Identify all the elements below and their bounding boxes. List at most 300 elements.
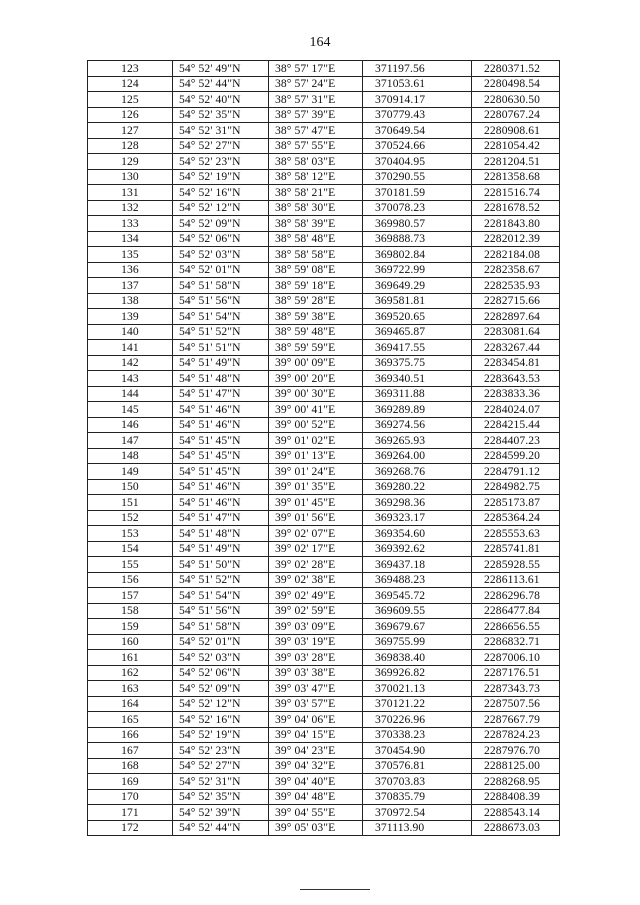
x-coordinate-cell: 370972.54 xyxy=(363,805,472,821)
table-row xyxy=(88,138,560,154)
latitude-cell: 54° 52' 40"N xyxy=(173,92,269,108)
x-coordinate-cell: 369265.93 xyxy=(363,433,472,449)
table-row xyxy=(88,634,560,650)
point-number-cell: 140 xyxy=(88,324,173,340)
table-row xyxy=(88,712,560,728)
latitude-cell: 54° 52' 12"N xyxy=(173,696,269,712)
latitude-cell: 54° 52' 27"N xyxy=(173,138,269,154)
point-number-cell: 143 xyxy=(88,371,173,387)
x-coordinate-cell: 369323.17 xyxy=(363,510,472,526)
y-coordinate-cell: 2284982.75 xyxy=(472,479,560,495)
x-coordinate-cell: 369274.56 xyxy=(363,417,472,433)
latitude-cell: 54° 52' 19"N xyxy=(173,727,269,743)
y-coordinate-cell: 2282012.39 xyxy=(472,231,560,247)
point-number-cell: 138 xyxy=(88,293,173,309)
point-number-cell: 123 xyxy=(88,61,173,77)
y-coordinate-cell: 2284791.12 xyxy=(472,464,560,480)
longitude-cell: 38° 58' 58"E xyxy=(269,247,363,263)
longitude-cell: 39° 04' 23"E xyxy=(269,743,363,759)
longitude-cell: 39° 01' 02"E xyxy=(269,433,363,449)
y-coordinate-cell: 2285364.24 xyxy=(472,510,560,526)
table-row xyxy=(88,588,560,604)
point-number-cell: 134 xyxy=(88,231,173,247)
latitude-cell: 54° 52' 01"N xyxy=(173,262,269,278)
latitude-cell: 54° 52' 49"N xyxy=(173,61,269,77)
table-row xyxy=(88,665,560,681)
latitude-cell: 54° 52' 35"N xyxy=(173,789,269,805)
x-coordinate-cell: 369980.57 xyxy=(363,216,472,232)
table-row xyxy=(88,61,560,77)
longitude-cell: 38° 59' 18"E xyxy=(269,278,363,294)
x-coordinate-cell: 370703.83 xyxy=(363,774,472,790)
latitude-cell: 54° 51' 45"N xyxy=(173,448,269,464)
y-coordinate-cell: 2288268.95 xyxy=(472,774,560,790)
table-row xyxy=(88,681,560,697)
longitude-cell: 38° 57' 24"E xyxy=(269,76,363,92)
point-number-cell: 170 xyxy=(88,789,173,805)
longitude-cell: 38° 58' 21"E xyxy=(269,185,363,201)
y-coordinate-cell: 2284407.23 xyxy=(472,433,560,449)
x-coordinate-cell: 370121.22 xyxy=(363,696,472,712)
table-row xyxy=(88,324,560,340)
longitude-cell: 38° 57' 47"E xyxy=(269,123,363,139)
y-coordinate-cell: 2283454.81 xyxy=(472,355,560,371)
point-number-cell: 169 xyxy=(88,774,173,790)
longitude-cell: 39° 01' 45"E xyxy=(269,495,363,511)
table-row xyxy=(88,526,560,542)
longitude-cell: 39° 02' 28"E xyxy=(269,557,363,573)
table-row xyxy=(88,123,560,139)
x-coordinate-cell: 370454.90 xyxy=(363,743,472,759)
longitude-cell: 39° 02' 38"E xyxy=(269,572,363,588)
y-coordinate-cell: 2285553.63 xyxy=(472,526,560,542)
x-coordinate-cell: 370226.96 xyxy=(363,712,472,728)
latitude-cell: 54° 51' 56"N xyxy=(173,293,269,309)
y-coordinate-cell: 2287824.23 xyxy=(472,727,560,743)
x-coordinate-cell: 371197.56 xyxy=(363,61,472,77)
coordinates-table-body xyxy=(88,61,560,836)
point-number-cell: 158 xyxy=(88,603,173,619)
latitude-cell: 54° 51' 48"N xyxy=(173,526,269,542)
table-row xyxy=(88,650,560,666)
x-coordinate-cell: 371113.90 xyxy=(363,820,472,836)
x-coordinate-cell: 369268.76 xyxy=(363,464,472,480)
point-number-cell: 164 xyxy=(88,696,173,712)
table-row xyxy=(88,774,560,790)
latitude-cell: 54° 52' 09"N xyxy=(173,681,269,697)
x-coordinate-cell: 369417.55 xyxy=(363,340,472,356)
latitude-cell: 54° 51' 47"N xyxy=(173,386,269,402)
x-coordinate-cell: 369298.36 xyxy=(363,495,472,511)
latitude-cell: 54° 52' 06"N xyxy=(173,665,269,681)
point-number-cell: 147 xyxy=(88,433,173,449)
longitude-cell: 38° 59' 48"E xyxy=(269,324,363,340)
page-number: 164 xyxy=(309,35,331,50)
x-coordinate-cell: 370021.13 xyxy=(363,681,472,697)
point-number-cell: 159 xyxy=(88,619,173,635)
latitude-cell: 54° 51' 49"N xyxy=(173,355,269,371)
y-coordinate-cell: 2282897.64 xyxy=(472,309,560,325)
y-coordinate-cell: 2283081.64 xyxy=(472,324,560,340)
point-number-cell: 163 xyxy=(88,681,173,697)
latitude-cell: 54° 51' 51"N xyxy=(173,340,269,356)
x-coordinate-cell: 370524.66 xyxy=(363,138,472,154)
table-row xyxy=(88,293,560,309)
y-coordinate-cell: 2285928.55 xyxy=(472,557,560,573)
point-number-cell: 142 xyxy=(88,355,173,371)
point-number-cell: 150 xyxy=(88,479,173,495)
footer-divider xyxy=(300,889,370,890)
longitude-cell: 38° 58' 12"E xyxy=(269,169,363,185)
table-row xyxy=(88,216,560,232)
y-coordinate-cell: 2280908.61 xyxy=(472,123,560,139)
longitude-cell: 39° 01' 13"E xyxy=(269,448,363,464)
longitude-cell: 38° 57' 17"E xyxy=(269,61,363,77)
point-number-cell: 160 xyxy=(88,634,173,650)
x-coordinate-cell: 371053.61 xyxy=(363,76,472,92)
point-number-cell: 162 xyxy=(88,665,173,681)
x-coordinate-cell: 369838.40 xyxy=(363,650,472,666)
y-coordinate-cell: 2281358.68 xyxy=(472,169,560,185)
x-coordinate-cell: 370835.79 xyxy=(363,789,472,805)
latitude-cell: 54° 52' 03"N xyxy=(173,650,269,666)
x-coordinate-cell: 369354.60 xyxy=(363,526,472,542)
longitude-cell: 39° 02' 17"E xyxy=(269,541,363,557)
point-number-cell: 135 xyxy=(88,247,173,263)
longitude-cell: 39° 04' 55"E xyxy=(269,805,363,821)
table-row xyxy=(88,696,560,712)
x-coordinate-cell: 369289.89 xyxy=(363,402,472,418)
longitude-cell: 38° 58' 39"E xyxy=(269,216,363,232)
point-number-cell: 145 xyxy=(88,402,173,418)
longitude-cell: 38° 58' 48"E xyxy=(269,231,363,247)
table-row xyxy=(88,557,560,573)
point-number-cell: 136 xyxy=(88,262,173,278)
longitude-cell: 38° 58' 30"E xyxy=(269,200,363,216)
longitude-cell: 38° 59' 59"E xyxy=(269,340,363,356)
point-number-cell: 153 xyxy=(88,526,173,542)
table-row xyxy=(88,464,560,480)
table-row xyxy=(88,386,560,402)
table-row xyxy=(88,355,560,371)
table-row xyxy=(88,107,560,123)
x-coordinate-cell: 370078.23 xyxy=(363,200,472,216)
longitude-cell: 39° 02' 59"E xyxy=(269,603,363,619)
longitude-cell: 39° 03' 09"E xyxy=(269,619,363,635)
latitude-cell: 54° 52' 31"N xyxy=(173,774,269,790)
table-row xyxy=(88,758,560,774)
point-number-cell: 124 xyxy=(88,76,173,92)
latitude-cell: 54° 51' 45"N xyxy=(173,433,269,449)
point-number-cell: 167 xyxy=(88,743,173,759)
y-coordinate-cell: 2284599.20 xyxy=(472,448,560,464)
latitude-cell: 54° 51' 56"N xyxy=(173,603,269,619)
latitude-cell: 54° 52' 16"N xyxy=(173,185,269,201)
longitude-cell: 38° 57' 55"E xyxy=(269,138,363,154)
x-coordinate-cell: 369488.23 xyxy=(363,572,472,588)
point-number-cell: 156 xyxy=(88,572,173,588)
coordinates-table xyxy=(87,60,560,836)
x-coordinate-cell: 369609.55 xyxy=(363,603,472,619)
latitude-cell: 54° 52' 06"N xyxy=(173,231,269,247)
latitude-cell: 54° 52' 31"N xyxy=(173,123,269,139)
table-row xyxy=(88,278,560,294)
x-coordinate-cell: 369722.99 xyxy=(363,262,472,278)
table-row xyxy=(88,495,560,511)
x-coordinate-cell: 369465.87 xyxy=(363,324,472,340)
longitude-cell: 39° 01' 56"E xyxy=(269,510,363,526)
x-coordinate-cell: 370779.43 xyxy=(363,107,472,123)
latitude-cell: 54° 52' 35"N xyxy=(173,107,269,123)
x-coordinate-cell: 369392.62 xyxy=(363,541,472,557)
y-coordinate-cell: 2281054.42 xyxy=(472,138,560,154)
latitude-cell: 54° 51' 58"N xyxy=(173,619,269,635)
table-row xyxy=(88,479,560,495)
y-coordinate-cell: 2280498.54 xyxy=(472,76,560,92)
latitude-cell: 54° 52' 39"N xyxy=(173,805,269,821)
y-coordinate-cell: 2282184.08 xyxy=(472,247,560,263)
y-coordinate-cell: 2284024.07 xyxy=(472,402,560,418)
point-number-cell: 152 xyxy=(88,510,173,526)
y-coordinate-cell: 2283643.53 xyxy=(472,371,560,387)
longitude-cell: 39° 02' 07"E xyxy=(269,526,363,542)
latitude-cell: 54° 52' 27"N xyxy=(173,758,269,774)
x-coordinate-cell: 369437.18 xyxy=(363,557,472,573)
latitude-cell: 54° 52' 44"N xyxy=(173,76,269,92)
longitude-cell: 38° 57' 39"E xyxy=(269,107,363,123)
x-coordinate-cell: 369520.65 xyxy=(363,309,472,325)
table-row xyxy=(88,619,560,635)
point-number-cell: 132 xyxy=(88,200,173,216)
latitude-cell: 54° 52' 16"N xyxy=(173,712,269,728)
y-coordinate-cell: 2287507.56 xyxy=(472,696,560,712)
x-coordinate-cell: 370181.59 xyxy=(363,185,472,201)
y-coordinate-cell: 2288543.14 xyxy=(472,805,560,821)
point-number-cell: 166 xyxy=(88,727,173,743)
point-number-cell: 161 xyxy=(88,650,173,666)
longitude-cell: 39° 01' 24"E xyxy=(269,464,363,480)
x-coordinate-cell: 369888.73 xyxy=(363,231,472,247)
table-row xyxy=(88,820,560,836)
point-number-cell: 155 xyxy=(88,557,173,573)
point-number-cell: 157 xyxy=(88,588,173,604)
point-number-cell: 172 xyxy=(88,820,173,836)
y-coordinate-cell: 2286832.71 xyxy=(472,634,560,650)
x-coordinate-cell: 369802.84 xyxy=(363,247,472,263)
point-number-cell: 171 xyxy=(88,805,173,821)
latitude-cell: 54° 51' 52"N xyxy=(173,324,269,340)
latitude-cell: 54° 51' 50"N xyxy=(173,557,269,573)
x-coordinate-cell: 369340.51 xyxy=(363,371,472,387)
x-coordinate-cell: 369545.72 xyxy=(363,588,472,604)
longitude-cell: 39° 03' 28"E xyxy=(269,650,363,666)
table-row xyxy=(88,247,560,263)
y-coordinate-cell: 2287976.70 xyxy=(472,743,560,759)
latitude-cell: 54° 51' 58"N xyxy=(173,278,269,294)
x-coordinate-cell: 369755.99 xyxy=(363,634,472,650)
x-coordinate-cell: 370649.54 xyxy=(363,123,472,139)
longitude-cell: 38° 59' 08"E xyxy=(269,262,363,278)
table-row xyxy=(88,92,560,108)
table-row xyxy=(88,200,560,216)
table-row xyxy=(88,185,560,201)
table-row xyxy=(88,402,560,418)
y-coordinate-cell: 2286477.84 xyxy=(472,603,560,619)
table-row xyxy=(88,743,560,759)
point-number-cell: 149 xyxy=(88,464,173,480)
x-coordinate-cell: 370338.23 xyxy=(363,727,472,743)
table-row xyxy=(88,169,560,185)
y-coordinate-cell: 2288673.03 xyxy=(472,820,560,836)
latitude-cell: 54° 52' 23"N xyxy=(173,743,269,759)
point-number-cell: 144 xyxy=(88,386,173,402)
y-coordinate-cell: 2287176.51 xyxy=(472,665,560,681)
point-number-cell: 129 xyxy=(88,154,173,170)
table-row xyxy=(88,805,560,821)
latitude-cell: 54° 51' 46"N xyxy=(173,402,269,418)
y-coordinate-cell: 2286113.61 xyxy=(472,572,560,588)
table-row xyxy=(88,309,560,325)
latitude-cell: 54° 52' 19"N xyxy=(173,169,269,185)
table-row xyxy=(88,433,560,449)
y-coordinate-cell: 2286656.55 xyxy=(472,619,560,635)
latitude-cell: 54° 51' 48"N xyxy=(173,371,269,387)
y-coordinate-cell: 2287667.79 xyxy=(472,712,560,728)
x-coordinate-cell: 370404.95 xyxy=(363,154,472,170)
table-row xyxy=(88,371,560,387)
table-row xyxy=(88,789,560,805)
x-coordinate-cell: 369649.29 xyxy=(363,278,472,294)
y-coordinate-cell: 2281843.80 xyxy=(472,216,560,232)
table-row xyxy=(88,417,560,433)
point-number-cell: 141 xyxy=(88,340,173,356)
y-coordinate-cell: 2280767.24 xyxy=(472,107,560,123)
point-number-cell: 139 xyxy=(88,309,173,325)
table-row xyxy=(88,727,560,743)
longitude-cell: 39° 00' 09"E xyxy=(269,355,363,371)
y-coordinate-cell: 2287343.73 xyxy=(472,681,560,697)
point-number-cell: 130 xyxy=(88,169,173,185)
longitude-cell: 39° 03' 57"E xyxy=(269,696,363,712)
table-row xyxy=(88,76,560,92)
y-coordinate-cell: 2283833.36 xyxy=(472,386,560,402)
table-row xyxy=(88,154,560,170)
table-row xyxy=(88,572,560,588)
latitude-cell: 54° 51' 52"N xyxy=(173,572,269,588)
y-coordinate-cell: 2282535.93 xyxy=(472,278,560,294)
longitude-cell: 38° 59' 28"E xyxy=(269,293,363,309)
y-coordinate-cell: 2281204.51 xyxy=(472,154,560,170)
longitude-cell: 39° 00' 52"E xyxy=(269,417,363,433)
table-row xyxy=(88,510,560,526)
point-number-cell: 128 xyxy=(88,138,173,154)
latitude-cell: 54° 52' 01"N xyxy=(173,634,269,650)
y-coordinate-cell: 2288408.39 xyxy=(472,789,560,805)
table-row xyxy=(88,231,560,247)
latitude-cell: 54° 52' 09"N xyxy=(173,216,269,232)
point-number-cell: 125 xyxy=(88,92,173,108)
x-coordinate-cell: 369264.00 xyxy=(363,448,472,464)
table-row xyxy=(88,340,560,356)
table-row xyxy=(88,262,560,278)
y-coordinate-cell: 2282715.66 xyxy=(472,293,560,309)
y-coordinate-cell: 2285741.81 xyxy=(472,541,560,557)
longitude-cell: 39° 00' 30"E xyxy=(269,386,363,402)
point-number-cell: 127 xyxy=(88,123,173,139)
x-coordinate-cell: 369581.81 xyxy=(363,293,472,309)
latitude-cell: 54° 52' 44"N xyxy=(173,820,269,836)
point-number-cell: 168 xyxy=(88,758,173,774)
point-number-cell: 148 xyxy=(88,448,173,464)
point-number-cell: 146 xyxy=(88,417,173,433)
longitude-cell: 39° 03' 47"E xyxy=(269,681,363,697)
y-coordinate-cell: 2281516.74 xyxy=(472,185,560,201)
table-row xyxy=(88,603,560,619)
y-coordinate-cell: 2280630.50 xyxy=(472,92,560,108)
point-number-cell: 131 xyxy=(88,185,173,201)
x-coordinate-cell: 370576.81 xyxy=(363,758,472,774)
point-number-cell: 133 xyxy=(88,216,173,232)
longitude-cell: 38° 57' 31"E xyxy=(269,92,363,108)
latitude-cell: 54° 51' 45"N xyxy=(173,464,269,480)
longitude-cell: 39° 00' 41"E xyxy=(269,402,363,418)
longitude-cell: 39° 04' 48"E xyxy=(269,789,363,805)
latitude-cell: 54° 51' 47"N xyxy=(173,510,269,526)
x-coordinate-cell: 369311.88 xyxy=(363,386,472,402)
longitude-cell: 38° 59' 38"E xyxy=(269,309,363,325)
y-coordinate-cell: 2288125.00 xyxy=(472,758,560,774)
longitude-cell: 39° 03' 38"E xyxy=(269,665,363,681)
latitude-cell: 54° 51' 46"N xyxy=(173,417,269,433)
point-number-cell: 165 xyxy=(88,712,173,728)
longitude-cell: 39° 03' 19"E xyxy=(269,634,363,650)
y-coordinate-cell: 2280371.52 xyxy=(472,61,560,77)
y-coordinate-cell: 2285173.87 xyxy=(472,495,560,511)
longitude-cell: 39° 04' 32"E xyxy=(269,758,363,774)
latitude-cell: 54° 51' 46"N xyxy=(173,495,269,511)
longitude-cell: 38° 58' 03"E xyxy=(269,154,363,170)
x-coordinate-cell: 369280.22 xyxy=(363,479,472,495)
y-coordinate-cell: 2284215.44 xyxy=(472,417,560,433)
table-row xyxy=(88,448,560,464)
longitude-cell: 39° 01' 35"E xyxy=(269,479,363,495)
longitude-cell: 39° 02' 49"E xyxy=(269,588,363,604)
table-row xyxy=(88,541,560,557)
latitude-cell: 54° 51' 46"N xyxy=(173,479,269,495)
x-coordinate-cell: 369375.75 xyxy=(363,355,472,371)
y-coordinate-cell: 2282358.67 xyxy=(472,262,560,278)
latitude-cell: 54° 51' 54"N xyxy=(173,588,269,604)
x-coordinate-cell: 370914.17 xyxy=(363,92,472,108)
x-coordinate-cell: 369679.67 xyxy=(363,619,472,635)
longitude-cell: 39° 04' 40"E xyxy=(269,774,363,790)
point-number-cell: 154 xyxy=(88,541,173,557)
latitude-cell: 54° 52' 12"N xyxy=(173,200,269,216)
longitude-cell: 39° 04' 06"E xyxy=(269,712,363,728)
x-coordinate-cell: 370290.55 xyxy=(363,169,472,185)
y-coordinate-cell: 2281678.52 xyxy=(472,200,560,216)
latitude-cell: 54° 52' 23"N xyxy=(173,154,269,170)
y-coordinate-cell: 2283267.44 xyxy=(472,340,560,356)
y-coordinate-cell: 2286296.78 xyxy=(472,588,560,604)
point-number-cell: 151 xyxy=(88,495,173,511)
latitude-cell: 54° 51' 49"N xyxy=(173,541,269,557)
point-number-cell: 137 xyxy=(88,278,173,294)
x-coordinate-cell: 369926.82 xyxy=(363,665,472,681)
latitude-cell: 54° 51' 54"N xyxy=(173,309,269,325)
latitude-cell: 54° 52' 03"N xyxy=(173,247,269,263)
longitude-cell: 39° 00' 20"E xyxy=(269,371,363,387)
